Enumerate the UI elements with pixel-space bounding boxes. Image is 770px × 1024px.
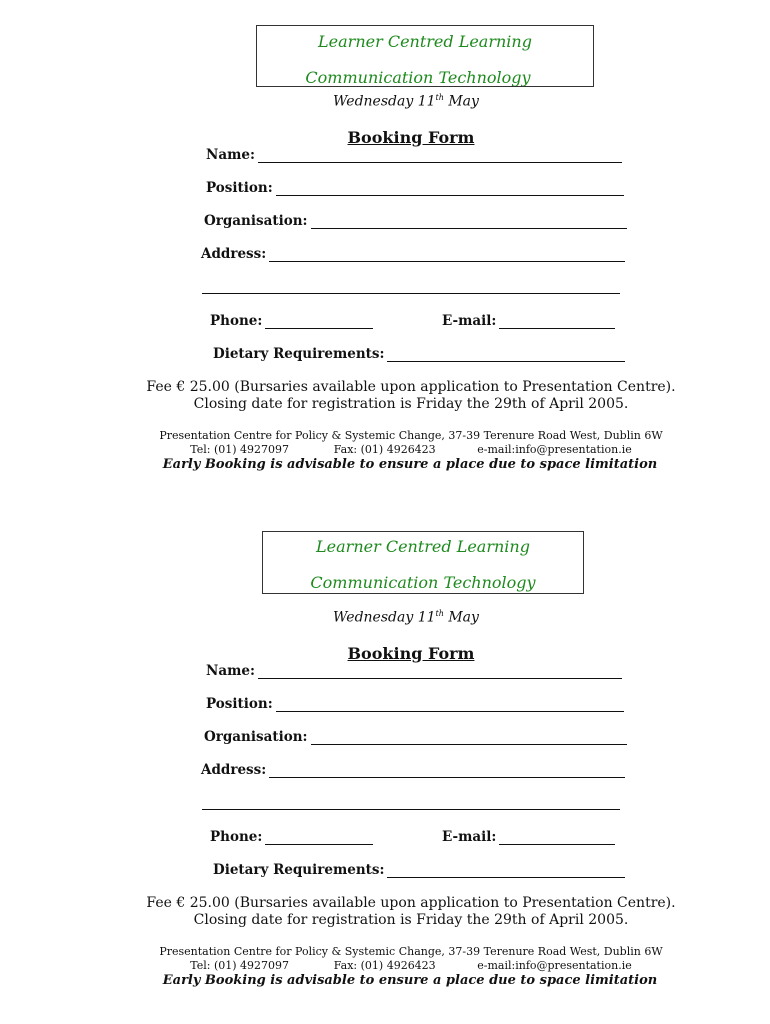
email-field (442, 829, 615, 845)
contact-email: e-mail:info@presentation.ie (477, 443, 632, 456)
dietary-label: Dietary Requirements: (213, 862, 385, 878)
organisation-input-line[interactable] (311, 730, 627, 745)
name-label: Name: (206, 663, 255, 679)
email-field (442, 313, 615, 329)
address-label: Address: (201, 246, 267, 262)
organisation-input-line[interactable] (311, 214, 627, 229)
dietary-input-line[interactable] (387, 347, 625, 362)
dietary-label: Dietary Requirements: (213, 346, 385, 362)
position-input-line[interactable] (276, 697, 624, 712)
fee-info (0, 379, 770, 413)
email-label: E-mail: (442, 313, 497, 329)
telephone: Tel: (01) 4927097 (190, 443, 290, 456)
event-title-line1: Learner Centred Learning (316, 537, 530, 556)
address-line-2[interactable] (202, 293, 620, 294)
event-title-line1: Learner Centred Learning (318, 32, 532, 51)
position-field (206, 696, 624, 712)
address-field (201, 762, 625, 778)
name-input-line[interactable] (258, 664, 622, 679)
contact-numbers (0, 443, 770, 457)
organisation-field (204, 729, 627, 745)
email-input-line[interactable] (499, 314, 615, 329)
dietary-input-line[interactable] (387, 863, 625, 878)
centre-address: Presentation Centre for Policy & Systemic Change, 37-39 Terenure Road West, Dublin 6W (159, 429, 663, 442)
email-input-line[interactable] (499, 830, 615, 845)
name-label: Name: (206, 147, 255, 163)
position-label: Position: (206, 180, 273, 196)
closing-date-line: Closing date for registration is Friday the 29th of April 2005. (193, 912, 629, 928)
address-field (201, 246, 625, 262)
fee-line: Fee € 25.00 (Bursaries available upon application to Presentation Centre). (146, 895, 676, 911)
fee-info (0, 895, 770, 929)
event-title-line2: Communication Technology (305, 68, 531, 87)
closing-date-line: Closing date for registration is Friday the 29th of April 2005. (193, 396, 629, 412)
booking-form-top (0, 0, 770, 500)
form-heading: Booking Form (347, 644, 475, 663)
booking-form-bottom (0, 516, 770, 1016)
early-booking-note: Early Booking is advisable to ensure a place due to space limitation (162, 973, 658, 988)
contact-numbers (0, 959, 770, 973)
dietary-field (213, 346, 625, 362)
form-heading: Booking Form (347, 128, 475, 147)
fee-line: Fee € 25.00 (Bursaries available upon application to Presentation Centre). (146, 379, 676, 395)
phone-input-line[interactable] (265, 830, 373, 845)
dietary-field (213, 862, 625, 878)
address-input-line[interactable] (269, 247, 625, 262)
phone-label: Phone: (210, 313, 263, 329)
event-title-line2: Communication Technology (310, 573, 536, 592)
organisation-field (204, 213, 627, 229)
address-line-2[interactable] (202, 809, 620, 810)
event-date: Wednesday 11th May (333, 609, 479, 626)
contact-info (0, 945, 770, 973)
organisation-label: Organisation: (204, 729, 308, 745)
phone-label: Phone: (210, 829, 263, 845)
phone-input-line[interactable] (265, 314, 373, 329)
phone-field (210, 829, 373, 845)
position-input-line[interactable] (276, 181, 624, 196)
position-field (206, 180, 624, 196)
name-input-line[interactable] (258, 148, 622, 163)
contact-email: e-mail:info@presentation.ie (477, 959, 632, 972)
name-field (206, 663, 622, 679)
centre-address: Presentation Centre for Policy & Systemic Change, 37-39 Terenure Road West, Dublin 6W (159, 945, 663, 958)
name-field (206, 147, 622, 163)
fax: Fax: (01) 4926423 (333, 443, 436, 456)
phone-field (210, 313, 373, 329)
organisation-label: Organisation: (204, 213, 308, 229)
address-input-line[interactable] (269, 763, 625, 778)
position-label: Position: (206, 696, 273, 712)
event-date: Wednesday 11th May (333, 93, 479, 110)
email-label: E-mail: (442, 829, 497, 845)
early-booking-note: Early Booking is advisable to ensure a place due to space limitation (162, 457, 658, 472)
contact-info (0, 429, 770, 457)
address-label: Address: (201, 762, 267, 778)
event-title-box (256, 25, 594, 87)
event-title-box (262, 531, 584, 594)
telephone: Tel: (01) 4927097 (190, 959, 290, 972)
fax: Fax: (01) 4926423 (333, 959, 436, 972)
